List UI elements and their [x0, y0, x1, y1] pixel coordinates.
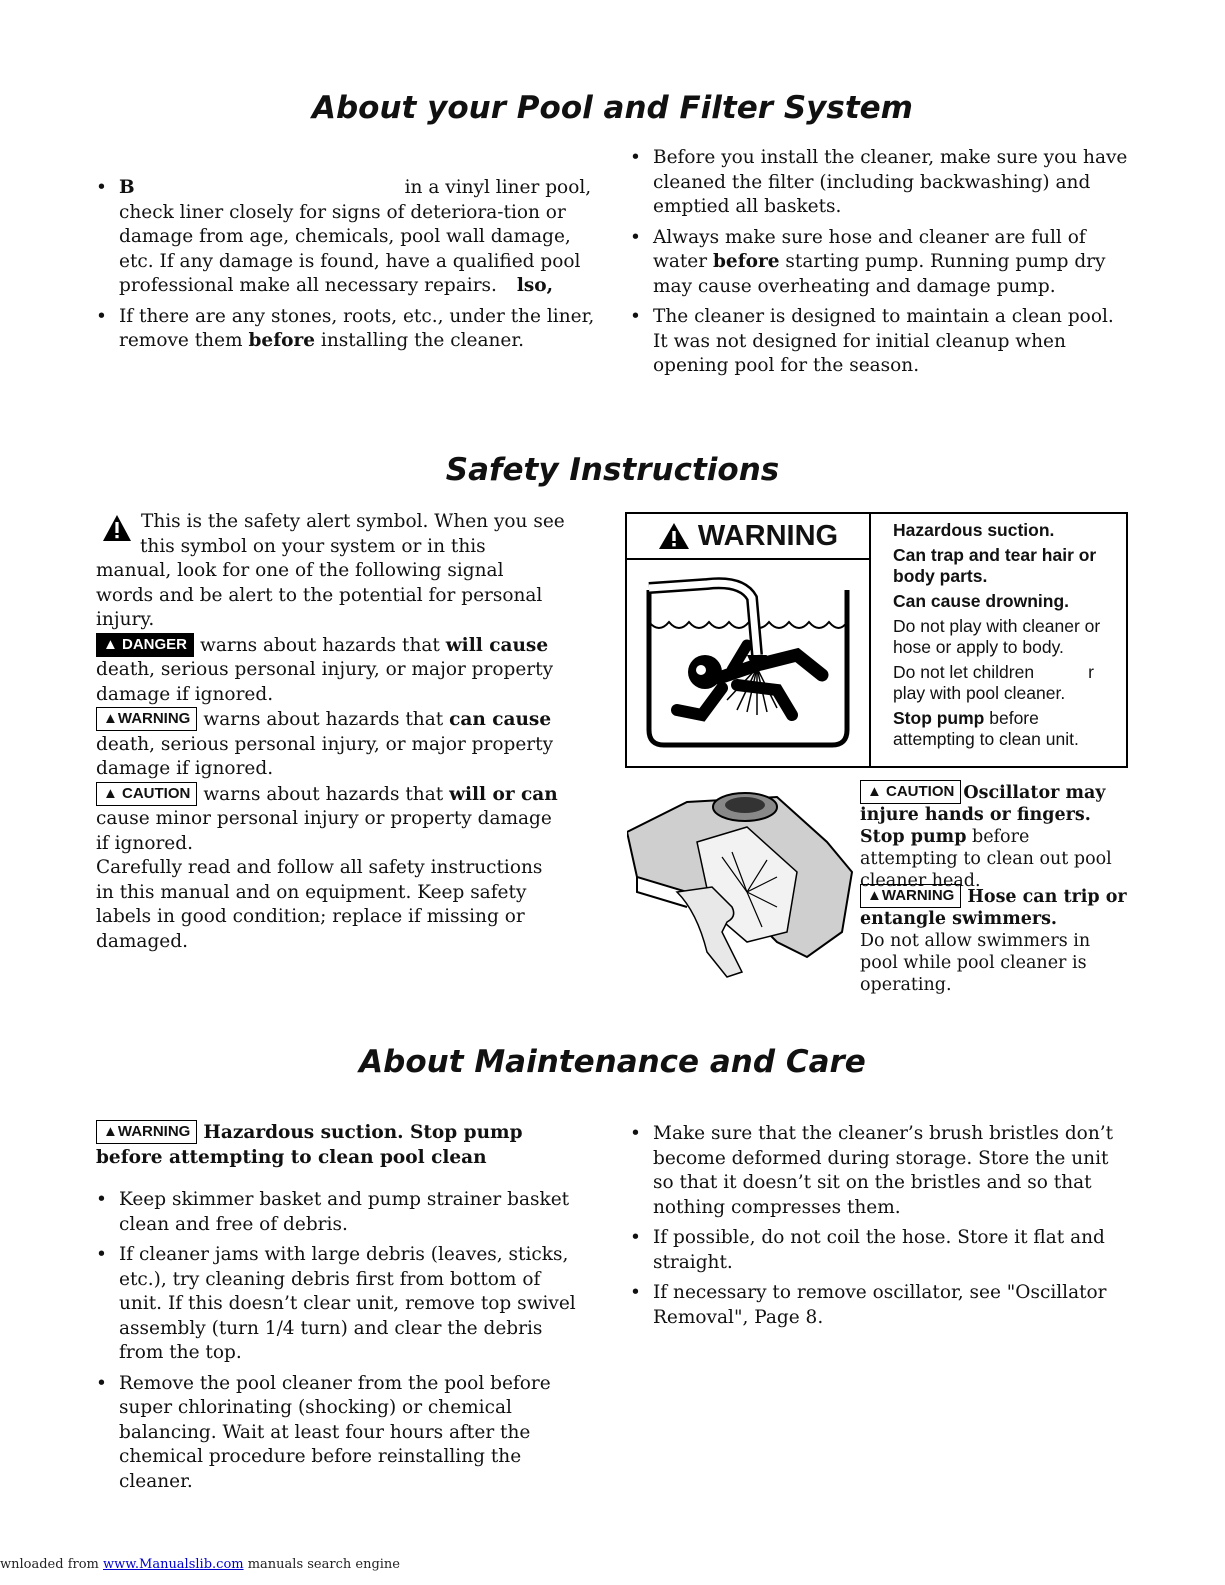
safety-alert-paragraph: This is the safety alert symbol. When you see this symbol on your system or in this manual, look for one of the following signal words and be alert to the potential for personal injury.: [96, 511, 565, 630]
warning-badge: ▲WARNING: [96, 707, 197, 731]
maintenance-warning: ▲WARNING Hazardous suction. Stop pump before attempting to clean pool clean: [96, 1122, 523, 1168]
pool-filter-left-column: [96, 176, 596, 360]
suction-warning-box: [625, 512, 1128, 768]
warning-paragraph: ▲WARNING warns about hazards that can cause death, serious personal injury, or major property damage if ignored.: [96, 709, 554, 779]
drowning-hazard-pictogram: [627, 560, 867, 766]
oscillator-caution: ▲ CAUTION Oscillator may injure hands or fingers. Stop pump before attempting to clean out pool cleaner head.: [860, 780, 1130, 892]
list-item: • The cleaner is designed to maintain a clean pool. It was not designed for initial cleanup when opening pool for the season.: [630, 305, 1130, 379]
warning-badge: ▲WARNING: [860, 884, 961, 908]
footer: wnloaded from www.Manualslib.com manuals search engine: [0, 1557, 400, 1572]
maintenance-left-column: [96, 1120, 586, 1500]
maintenance-right-column: [630, 1122, 1120, 1336]
warning-box-text: Hazardous suction. Can trap and tear hair or body parts. Can cause drowning. Do not play with cleaner or hose or apply to body. Do not let children r play with pool cleaner. Stop pump before attempting to clean unit.: [893, 520, 1101, 749]
safety-alert-icon: [102, 514, 132, 542]
warning-badge: ▲WARNING: [96, 1120, 197, 1144]
section-title-maintenance: About Maintenance and Care: [359, 1044, 866, 1080]
caution-badge: ▲ CAUTION: [860, 780, 961, 804]
list-item: • Make sure that the cleaner’s brush bristles don’t become deformed during storage. Store the unit so that it doesn’t sit on the bristles and so that nothing compresses them.: [630, 1122, 1120, 1220]
list-item: • Always make sure hose and cleaner are full of water before starting pump. Running pump dry may cause overheating and damage pump.: [630, 226, 1130, 300]
list-item: • Remove the pool cleaner from the pool before super chlorinating (shocking) or chemical balancing. Wait at least four hours after the chemical procedure before reinstalling the cleaner.: [96, 1372, 586, 1495]
section-title-pool-filter: About your Pool and Filter System: [311, 90, 913, 126]
list-item: • B in a vinyl liner pool, check liner closely for signs of deteriora-tion or damage from age, chemicals, pool wall damage, etc. If any damage is found, have a qualified pool professional make all necessary repairs. lso,: [96, 176, 596, 299]
section-title-safety: Safety Instructions: [445, 452, 780, 488]
list-item: • If necessary to remove oscillator, see "Oscillator Removal", Page 8.: [630, 1281, 1120, 1330]
list-item: • If possible, do not coil the hose. Store it flat and straight.: [630, 1226, 1120, 1275]
cleaner-head-illustration: [627, 782, 857, 982]
safety-left-column: [96, 510, 566, 954]
danger-badge: ▲ DANGER: [96, 633, 194, 657]
warning-triangle-icon: [658, 522, 690, 550]
warning-header: WARNING: [627, 514, 869, 560]
list-item: • If there are any stones, roots, etc., under the liner, remove them before installing the cleaner.: [96, 305, 596, 354]
manualslib-link[interactable]: www.Manualslib.com: [103, 1557, 244, 1572]
caution-paragraph: ▲ CAUTION warns about hazards that will or can cause minor personal injury or property damage if ignored.: [96, 783, 558, 854]
list-item: • Keep skimmer basket and pump strainer basket clean and free of debris.: [96, 1188, 586, 1237]
hose-warning: ▲WARNING Hose can trip or entangle swimmers. Do not allow swimmers in pool while pool cleaner is operating.: [860, 884, 1130, 996]
pool-filter-right-column: [630, 146, 1130, 385]
safety-closing-paragraph: Carefully read and follow all safety instructions in this manual and on equipment. Keep safety labels in good condition; replace if missing or damaged.: [96, 857, 543, 952]
list-item: • Before you install the cleaner, make sure you have cleaned the filter (including backwashing) and emptied all baskets.: [630, 146, 1130, 220]
caution-badge: ▲ CAUTION: [96, 782, 197, 806]
danger-paragraph: ▲ DANGER warns about hazards that will cause death, serious personal injury, or major property damage if ignored.: [96, 634, 554, 705]
list-item: • If cleaner jams with large debris (leaves, sticks, etc.), try cleaning debris first from bottom of unit. If this doesn’t clear unit, remove top swivel assembly (turn 1/4 turn) and clear the debris from the top.: [96, 1243, 586, 1366]
